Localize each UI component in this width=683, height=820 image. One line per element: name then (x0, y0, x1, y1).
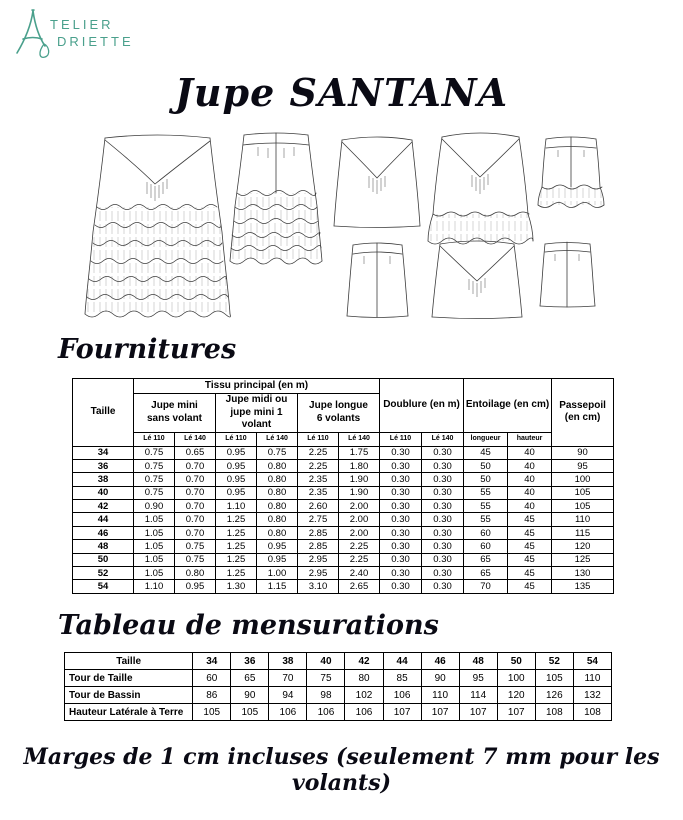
value-cell: 90 (231, 687, 269, 704)
value-cell: 45 (508, 567, 552, 580)
value-cell: 90 (421, 670, 459, 687)
value-cell: 0.30 (380, 540, 422, 553)
value-cell: 45 (508, 580, 552, 593)
value-cell: 2.25 (339, 553, 380, 566)
value-cell: 80 (345, 670, 383, 687)
skirt-technical-drawings (80, 123, 615, 327)
sketch-mini-skirt-front-2 (432, 241, 522, 319)
mensurations-header-row (65, 653, 612, 670)
sketch-mini-skirt-ruffle-back (538, 137, 604, 208)
size-cell: 52 (73, 567, 134, 580)
value-cell: 107 (497, 704, 535, 721)
value-cell: 107 (459, 704, 497, 721)
value-cell: 0.75 (134, 459, 175, 472)
value-cell: 0.70 (175, 500, 216, 513)
fournitures-header-row-1 (73, 379, 614, 394)
group-label-line1: Jupe mini (151, 400, 198, 412)
col-taille: Taille (73, 379, 134, 447)
sub-col-le110: Lé 110 (298, 432, 339, 446)
value-cell: 0.30 (422, 446, 464, 459)
value-cell: 95 (552, 459, 614, 472)
brand-name-line1: TELIER (50, 17, 114, 32)
fournitures-row (73, 500, 614, 513)
value-cell: 110 (552, 513, 614, 526)
size-cell: 48 (73, 540, 134, 553)
value-cell: 0.30 (380, 500, 422, 513)
value-cell: 0.90 (134, 500, 175, 513)
value-cell: 45 (508, 540, 552, 553)
value-cell: 106 (345, 704, 383, 721)
fournitures-row (73, 513, 614, 526)
value-cell: 0.95 (175, 580, 216, 593)
value-cell: 2.00 (339, 500, 380, 513)
value-cell: 0.70 (175, 486, 216, 499)
eiffel-tower-a-icon (14, 8, 54, 62)
mensurations-heading: Tableau de mensurations (58, 610, 439, 641)
value-cell: 1.25 (216, 513, 257, 526)
value-cell: 98 (307, 687, 345, 704)
sub-col-le140: Lé 140 (339, 432, 380, 446)
value-cell: 100 (497, 670, 535, 687)
value-cell: 2.95 (298, 567, 339, 580)
fournitures-row (73, 540, 614, 553)
value-cell: 45 (508, 553, 552, 566)
sketch-mini-skirt-back (347, 243, 408, 318)
size-header-cell: 52 (535, 653, 573, 670)
size-cell: 38 (73, 473, 134, 486)
fournitures-table-body (73, 446, 614, 593)
sub-col-le140: Lé 140 (257, 432, 298, 446)
value-cell: 0.95 (216, 446, 257, 459)
value-cell: 2.40 (339, 567, 380, 580)
mensurations-row (65, 687, 612, 704)
value-cell: 108 (573, 704, 611, 721)
col-doublure: Doublure (en m) (380, 379, 464, 433)
value-cell: 70 (269, 670, 307, 687)
value-cell: 0.80 (175, 567, 216, 580)
value-cell: 102 (345, 687, 383, 704)
value-cell: 55 (464, 513, 508, 526)
value-cell: 40 (508, 473, 552, 486)
size-header-cell: 54 (573, 653, 611, 670)
value-cell: 0.30 (422, 473, 464, 486)
value-cell: 105 (535, 670, 573, 687)
brand-logo (14, 8, 174, 66)
fournitures-header-row-3 (73, 432, 614, 446)
value-cell: 106 (383, 687, 421, 704)
sub-col-hauteur: hauteur (508, 432, 552, 446)
value-cell: 0.65 (175, 446, 216, 459)
sketch-mini-skirt-back-2 (540, 242, 595, 307)
group-label-line2: sans volant (146, 412, 203, 424)
value-cell: 105 (193, 704, 231, 721)
size-header-cell: 36 (231, 653, 269, 670)
mensurations-table-body (65, 670, 612, 721)
measurement-label-cell: Tour de Bassin (65, 687, 193, 704)
value-cell: 0.30 (380, 486, 422, 499)
value-cell: 0.30 (422, 459, 464, 472)
size-cell: 36 (73, 459, 134, 472)
col-tissu-principal: Tissu principal (en m) (134, 379, 380, 394)
value-cell: 0.75 (134, 473, 175, 486)
value-cell: 1.25 (216, 540, 257, 553)
value-cell: 106 (269, 704, 307, 721)
value-cell: 0.30 (380, 459, 422, 472)
value-cell: 65 (231, 670, 269, 687)
value-cell: 0.30 (422, 580, 464, 593)
value-cell: 0.70 (175, 473, 216, 486)
value-cell: 0.30 (380, 513, 422, 526)
sketch-long-tiered-skirt-back (230, 133, 322, 264)
value-cell: 130 (552, 567, 614, 580)
fournitures-table (72, 378, 614, 594)
value-cell: 0.75 (257, 446, 298, 459)
group-label-line1: Jupe longue (309, 400, 368, 412)
value-cell: 1.10 (216, 500, 257, 513)
value-cell: 1.00 (257, 567, 298, 580)
col-entoilage: Entoilage (en cm) (464, 379, 552, 433)
sub-col-le110: Lé 110 (380, 432, 422, 446)
value-cell: 1.30 (216, 580, 257, 593)
sub-col-longueur: longueur (464, 432, 508, 446)
value-cell: 1.15 (257, 580, 298, 593)
value-cell: 0.75 (134, 446, 175, 459)
value-cell: 106 (307, 704, 345, 721)
size-header-cell: 34 (193, 653, 231, 670)
value-cell: 105 (231, 704, 269, 721)
value-cell: 126 (535, 687, 573, 704)
value-cell: 40 (508, 486, 552, 499)
size-header-cell: 38 (269, 653, 307, 670)
value-cell: 0.70 (175, 526, 216, 539)
size-header-cell: 48 (459, 653, 497, 670)
value-cell: 2.85 (298, 526, 339, 539)
value-cell: 0.30 (422, 500, 464, 513)
value-cell: 60 (464, 540, 508, 553)
mensurations-row (65, 704, 612, 721)
value-cell: 0.70 (175, 513, 216, 526)
value-cell: 2.25 (339, 540, 380, 553)
value-cell: 1.80 (339, 459, 380, 472)
fournitures-row (73, 553, 614, 566)
size-header-cell: 44 (383, 653, 421, 670)
sub-col-le140: Lé 140 (175, 432, 216, 446)
measurement-label-cell: Tour de Taille (65, 670, 193, 687)
value-cell: 1.05 (134, 513, 175, 526)
sub-col-le140: Lé 140 (422, 432, 464, 446)
value-cell: 0.80 (257, 459, 298, 472)
value-cell: 40 (508, 500, 552, 513)
sketch-mini-skirt-ruffle-front (428, 133, 533, 244)
value-cell: 1.90 (339, 473, 380, 486)
value-cell: 65 (464, 567, 508, 580)
col-jupe-longue (298, 394, 380, 433)
value-cell: 135 (552, 580, 614, 593)
value-cell: 0.30 (422, 553, 464, 566)
value-cell: 0.30 (422, 486, 464, 499)
value-cell: 0.95 (257, 553, 298, 566)
value-cell: 85 (383, 670, 421, 687)
value-cell: 1.25 (216, 526, 257, 539)
value-cell: 1.90 (339, 486, 380, 499)
size-cell: 54 (73, 580, 134, 593)
value-cell: 40 (508, 446, 552, 459)
col-passepoil: Passepoil (en cm) (552, 379, 614, 447)
value-cell: 55 (464, 500, 508, 513)
value-cell: 1.75 (339, 446, 380, 459)
fournitures-row (73, 446, 614, 459)
value-cell: 75 (307, 670, 345, 687)
value-cell: 0.30 (380, 580, 422, 593)
value-cell: 1.25 (216, 553, 257, 566)
value-cell: 65 (464, 553, 508, 566)
value-cell: 0.95 (216, 486, 257, 499)
value-cell: 2.00 (339, 526, 380, 539)
value-cell: 125 (552, 553, 614, 566)
value-cell: 0.30 (380, 553, 422, 566)
value-cell: 2.75 (298, 513, 339, 526)
sub-col-le110: Lé 110 (216, 432, 257, 446)
value-cell: 60 (464, 526, 508, 539)
mensurations-table (64, 652, 612, 721)
value-cell: 2.65 (339, 580, 380, 593)
value-cell: 105 (552, 500, 614, 513)
value-cell: 0.30 (422, 540, 464, 553)
size-cell: 50 (73, 553, 134, 566)
value-cell: 60 (193, 670, 231, 687)
value-cell: 0.95 (216, 459, 257, 472)
fournitures-row (73, 473, 614, 486)
value-cell: 0.95 (216, 473, 257, 486)
size-cell: 42 (73, 500, 134, 513)
value-cell: 0.30 (422, 513, 464, 526)
brand-name-line2: DRIETTE (57, 34, 134, 49)
value-cell: 100 (552, 473, 614, 486)
value-cell: 0.80 (257, 513, 298, 526)
size-header-cell: 46 (421, 653, 459, 670)
value-cell: 114 (459, 687, 497, 704)
value-cell: 0.30 (380, 567, 422, 580)
fournitures-row (73, 459, 614, 472)
value-cell: 94 (269, 687, 307, 704)
value-cell: 0.70 (175, 459, 216, 472)
value-cell: 107 (383, 704, 421, 721)
fournitures-row (73, 580, 614, 593)
value-cell: 120 (552, 540, 614, 553)
col-jupe-mini (134, 394, 216, 433)
size-cell: 34 (73, 446, 134, 459)
value-cell: 90 (552, 446, 614, 459)
value-cell: 0.30 (422, 567, 464, 580)
value-cell: 110 (573, 670, 611, 687)
value-cell: 45 (508, 513, 552, 526)
value-cell: 2.95 (298, 553, 339, 566)
value-cell: 107 (421, 704, 459, 721)
value-cell: 70 (464, 580, 508, 593)
value-cell: 3.10 (298, 580, 339, 593)
value-cell: 0.75 (175, 553, 216, 566)
value-cell: 2.00 (339, 513, 380, 526)
col-jupe-midi (216, 394, 298, 433)
value-cell: 45 (464, 446, 508, 459)
sketch-long-tiered-skirt-front (85, 135, 230, 317)
fournitures-row (73, 526, 614, 539)
group-label-line1: Jupe midi ou (225, 394, 288, 405)
value-cell: 1.05 (134, 526, 175, 539)
value-cell: 0.80 (257, 486, 298, 499)
size-header-cell: 50 (497, 653, 535, 670)
value-cell: 0.75 (134, 486, 175, 499)
sketch-mini-skirt-front (334, 137, 420, 228)
value-cell: 0.30 (380, 473, 422, 486)
fournitures-heading: Fournitures (58, 334, 237, 365)
page-title: Jupe SANTANA (174, 70, 509, 115)
value-cell: 110 (421, 687, 459, 704)
value-cell: 0.80 (257, 526, 298, 539)
value-cell: 120 (497, 687, 535, 704)
fournitures-row (73, 486, 614, 499)
value-cell: 1.25 (216, 567, 257, 580)
seam-allowance-note: Marges de 1 cm incluses (seulement 7 mm pour les volants) (23, 744, 660, 796)
size-cell: 40 (73, 486, 134, 499)
value-cell: 132 (573, 687, 611, 704)
size-header-cell: 40 (307, 653, 345, 670)
value-cell: 0.30 (380, 446, 422, 459)
value-cell: 45 (508, 526, 552, 539)
value-cell: 0.30 (422, 526, 464, 539)
sub-col-le110: Lé 110 (134, 432, 175, 446)
value-cell: 2.35 (298, 486, 339, 499)
value-cell: 0.95 (257, 540, 298, 553)
value-cell: 108 (535, 704, 573, 721)
value-cell: 50 (464, 459, 508, 472)
value-cell: 105 (552, 486, 614, 499)
value-cell: 55 (464, 486, 508, 499)
measurement-label-cell: Hauteur Latérale à Terre (65, 704, 193, 721)
value-cell: 2.60 (298, 500, 339, 513)
value-cell: 0.80 (257, 500, 298, 513)
value-cell: 1.05 (134, 567, 175, 580)
value-cell: 2.25 (298, 459, 339, 472)
value-cell: 2.35 (298, 473, 339, 486)
value-cell: 40 (508, 459, 552, 472)
value-cell: 115 (552, 526, 614, 539)
size-cell: 46 (73, 526, 134, 539)
group-label-line2: jupe mini 1 volant (230, 406, 283, 430)
size-header-cell: 42 (345, 653, 383, 670)
value-cell: 0.75 (175, 540, 216, 553)
taille-header-cell: Taille (65, 653, 193, 670)
value-cell: 50 (464, 473, 508, 486)
group-label-line2: 6 volants (316, 412, 361, 424)
size-cell: 44 (73, 513, 134, 526)
value-cell: 95 (459, 670, 497, 687)
value-cell: 0.80 (257, 473, 298, 486)
value-cell: 2.85 (298, 540, 339, 553)
value-cell: 2.25 (298, 446, 339, 459)
fournitures-row (73, 567, 614, 580)
value-cell: 0.30 (380, 526, 422, 539)
value-cell: 86 (193, 687, 231, 704)
value-cell: 1.05 (134, 540, 175, 553)
value-cell: 1.05 (134, 553, 175, 566)
mensurations-row (65, 670, 612, 687)
value-cell: 1.10 (134, 580, 175, 593)
